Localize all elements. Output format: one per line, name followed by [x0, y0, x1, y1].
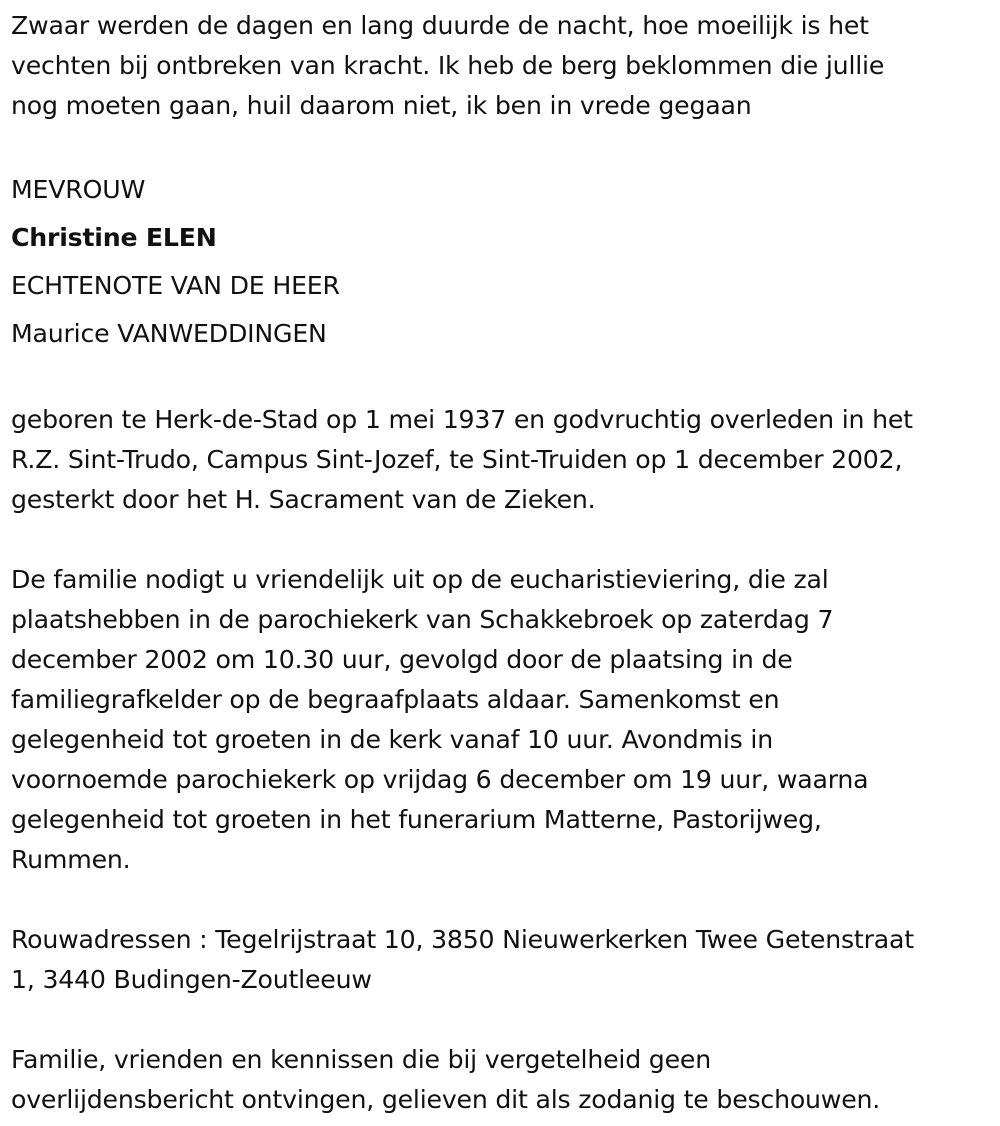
closing-line: overlijdensbericht ontvingen, gelieven dit als zodanig te beschouwen.	[11, 1085, 881, 1114]
ceremony-line: gelegenheid tot groeten in het funerarium Matterne, Pastorijweg,	[11, 805, 822, 834]
poem-line: nog moeten gaan, huil daarom niet, ik ben in vrede gegaan	[11, 91, 752, 120]
poem-paragraph	[11, 6, 991, 126]
addresses-paragraph	[11, 920, 991, 1000]
poem-line: Zwaar werden de dagen en lang duurde de nacht, hoe moeilijk is het	[11, 11, 869, 40]
address-line: 1, 3440 Budingen-Zoutleeuw	[11, 965, 372, 994]
ceremony-line: gelegenheid tot groeten in de kerk vanaf 10 uur. Avondmis in	[11, 725, 773, 754]
birth-death-paragraph	[11, 400, 991, 520]
birth-death-line: geboren te Herk-de-Stad op 1 mei 1937 en godvruchtig overleden in het	[11, 405, 913, 434]
obituary-document	[11, 6, 991, 1120]
ceremony-line: plaatshebben in de parochiekerk van Schakkebroek op zaterdag 7	[11, 605, 834, 634]
ceremony-line: december 2002 om 10.30 uur, gevolgd door de plaatsing in de	[11, 645, 793, 674]
closing-paragraph	[11, 1040, 991, 1120]
title-label: MEVROUW	[11, 175, 146, 204]
closing-line: Familie, vrienden en kennissen die bij vergetelheid geen	[11, 1045, 711, 1074]
birth-death-line: gesterkt door het H. Sacrament van de Zieken.	[11, 485, 596, 514]
address-line: Rouwadressen : Tegelrijstraat 10, 3850 Nieuwerkerken Twee Getenstraat	[11, 925, 914, 954]
ceremony-line: De familie nodigt u vriendelijk uit op de eucharistieviering, die zal	[11, 565, 829, 594]
ceremony-line: voornoemde parochiekerk op vrijdag 6 december om 19 uur, waarna	[11, 765, 869, 794]
ceremony-line: Rummen.	[11, 845, 131, 874]
birth-death-line: R.Z. Sint-Trudo, Campus Sint-Jozef, te Sint-Truiden op 1 december 2002,	[11, 445, 903, 474]
ceremony-paragraph	[11, 560, 991, 880]
deceased-name: Christine ELEN	[11, 223, 217, 252]
spouse-name: Maurice VANWEDDINGEN	[11, 319, 327, 348]
relation-label: ECHTENOTE VAN DE HEER	[11, 271, 340, 300]
poem-line: vechten bij ontbreken van kracht. Ik heb de berg beklommen die jullie	[11, 51, 885, 80]
deceased-header	[11, 166, 991, 358]
ceremony-line: familiegrafkelder op de begraafplaats aldaar. Samenkomst en	[11, 685, 780, 714]
